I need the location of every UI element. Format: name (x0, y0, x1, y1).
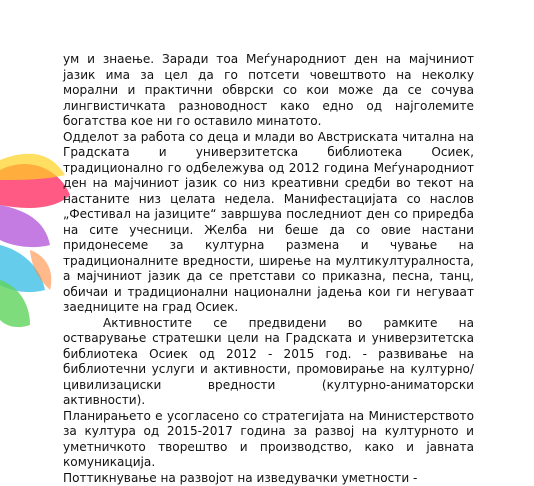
paragraph-5: Поттикнување на развојот на изведувачки уметности - (63, 471, 474, 486)
paragraph-1: ум и знаење. Заради тоа Меѓународниот ден на мајчиниот јазик има за цел да го потсети човештвото на неколку морални и практични обврски со кои може да се сочува лингвистичката разноводност како едно од најголемите богатства кое ни го оставило минатото. (63, 52, 474, 130)
paragraph-2: Одделот за работа со деца и млади во Австриската читална на Градската и универзитетска библиотека Осиек, традиционално го одбележува од 2012 година Меѓународниот ден на мајчиниот јазик со низ креативни средби во текот на настаните низ целата недела. Манифестацијата со наслов „Фестивал на јазиците“ завршува последниот ден со приредба на сите учесници. Желба ни беше да со овие настани придонесеме за културна размена и чување на традиционалните вредности, ширење на мултикултуралноста, а мајчиниот јазик да се претстави со приказна, песна, танц, обичаи и традиционални национални јадења кои ги негуваат заедниците на град Осиек. (63, 130, 474, 316)
article-body (63, 52, 474, 486)
paragraph-4: Планирањето е усогласено со стратегијата на Министерството за култура од 2015-2017 година за развој на културното и уметничкото творештво и производство, како и јавната комуникација. (63, 409, 474, 471)
paragraph-3: Активностите се предвидени во рамките на остварување стратешки цели на Градската и универзитетска библиотека Осиек од 2012 - 2015 год. - развивање на библиотечни услуги и активности, промовирање на културно/цивилизациски вредности (културно-аниматорски активности). (63, 316, 474, 409)
